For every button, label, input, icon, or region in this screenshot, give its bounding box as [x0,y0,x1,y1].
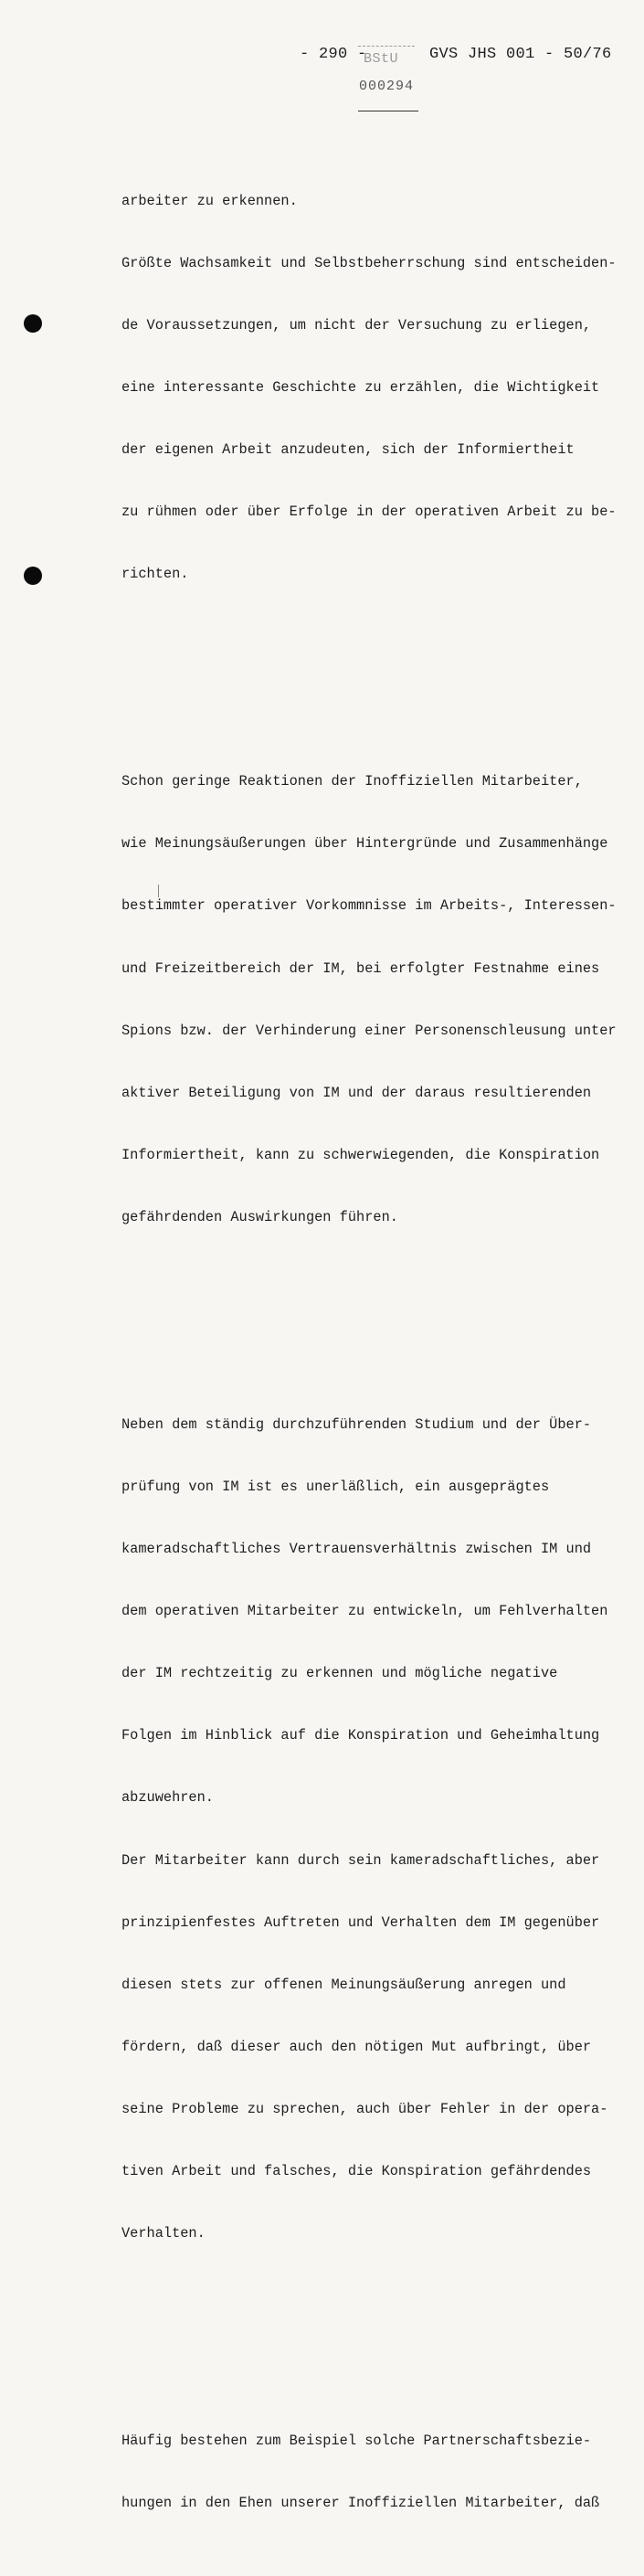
text-line: Verhalten. [121,2225,206,2242]
text-line: arbeiter zu erkennen. [121,192,298,209]
text-line: fördern, daß dieser auch den nötigen Mut aufbringt, über [121,2038,592,2055]
paragraph [121,149,615,626]
text-line: zu rühmen oder über Erfolge in der operativen Arbeit zu be- [121,504,617,521]
text-line: wie Meinungsäußerungen über Hintergründe und Zusammenhänge [121,835,608,853]
text-line: Neben dem ständig durchzuführenden Studium und der Über- [121,1415,592,1433]
paragraph [121,1373,615,2285]
text-line: aktiver Beteiligung von IM und der daraus resultierenden [121,1084,592,1101]
paragraph-gap [121,1310,615,1331]
text-line: Häufig bestehen zum Beispiel solche Partnerschaftsbezie- [121,2432,592,2449]
text-line: de Voraussetzungen, um nicht der Versuchung zu erliegen, [121,317,592,334]
punch-hole-icon [24,314,42,333]
text-line: richten. [121,566,189,583]
text-line: bestimmter operativer Vorkommnisse im Arbeits-, Interessen- [121,897,617,915]
paragraph-gap [121,668,615,689]
text-line: Spions bzw. der Verhinderung einer Personenschleusung unter [121,1022,617,1039]
text-line: kameradschaftliches Vertrauensverhältnis zwischen IM und [121,1541,592,1558]
text-line: Der Mitarbeiter kann durch sein kameradschaftliches, aber [121,1851,600,1869]
text-line: hungen in den Ehen unserer Inoffiziellen Mitarbeiter, daß [121,2495,600,2512]
text-line: diesen stets zur offenen Meinungsäußerung anregen und [121,1976,566,1993]
text-line: Schon geringe Reaktionen der Inoffiziellen Mitarbeiter, [121,773,583,790]
paragraph [121,730,615,1269]
text-line: abzuwehren. [121,1789,214,1807]
archive-stamp: BStU [364,51,399,67]
text-line: Größte Wachsamkeit und Selbstbeherrschung sind entscheiden- [121,254,617,271]
text-line: eine interessante Geschichte zu erzählen, die Wichtigkeit [121,379,600,397]
text-line: der eigenen Arbeit anzudeuten, sich der Informiertheit [121,441,575,459]
archive-number-stamp: 000294 [359,79,415,94]
text-line: Informiertheit, kann zu schwerwiegenden, die Konspiration [121,1146,600,1163]
text-line: Folgen im Hinblick auf die Konspiration und Geheimhaltung [121,1727,600,1744]
text-line: seine Probleme zu sprechen, auch über Fehler in der opera- [121,2100,608,2117]
document-reference: GVS JHS 001 - 50/76 [429,46,612,63]
paragraph-gap [121,2327,615,2348]
punch-hole-icon [24,567,42,585]
page-number: - 290 - [300,46,367,63]
text-line: der IM rechtzeitig zu erkennen und mögliche negative [121,1665,558,1682]
text-line: dem operativen Mitarbeiter zu entwickeln, um Fehlverhalten [121,1603,608,1620]
text-line: und Freizeitbereich der IM, bei erfolgter Festnahme eines [121,959,600,977]
text-line: prüfung von IM ist es unerläßlich, ein ausgeprägtes [121,1478,550,1495]
document-body [121,108,615,2576]
text-line: tiven Arbeit und falsches, die Konspiration gefährdendes [121,2162,592,2179]
paragraph [121,2390,615,2556]
text-line: gefährdenden Auswirkungen führen. [121,1208,398,1225]
text-line: prinzipienfestes Auftreten und Verhalten dem IM gegenüber [121,1913,600,1931]
